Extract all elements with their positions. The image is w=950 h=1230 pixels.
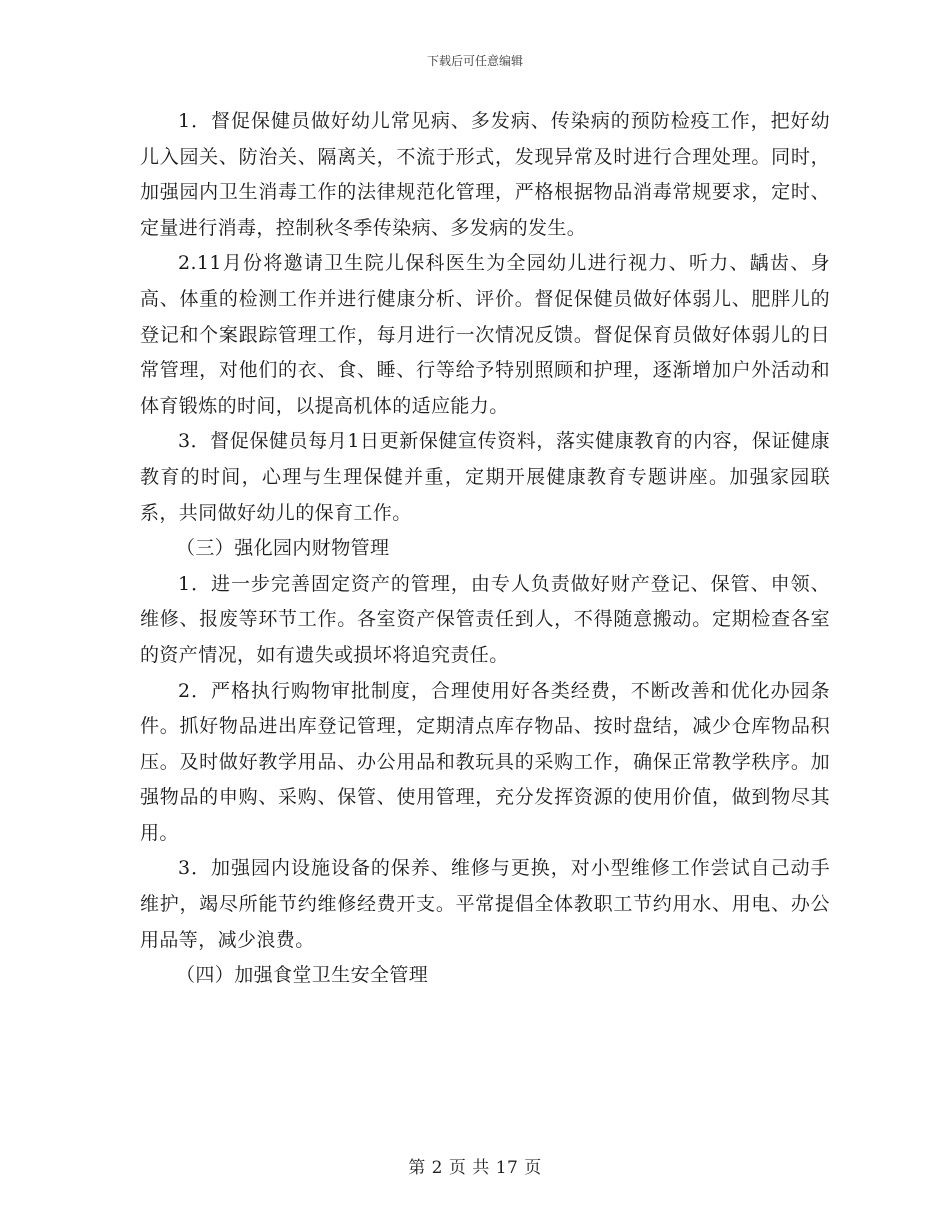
page-number-footer: 第 2 页 共 17 页 xyxy=(408,1158,542,1178)
paragraph-fixed-assets: 1．进一步完善固定资产的管理，由专人负责做好财产登记、保管、申领、维修、报废等环节工作。各室资产保管责任到人，不得随意搬动。定期检查各室的资产情况，如有遗失或损坏将追究责任。 xyxy=(140,572,830,666)
paragraph-facility-maintenance: 3．加强园内设施设备的保养、维修与更换，对小型维修工作尝试自己动手维护，竭尽所能节约维修经费开支。平常提倡全体教职工节约用水、用电、办公用品等，减少浪费。 xyxy=(140,857,830,951)
page-header: 下载后可任意编辑 xyxy=(426,54,523,68)
paragraph-health-education: 3．督促保健员每月1日更新保健宣传资料，落实健康教育的内容，保证健康教育的时间，心理与生理保健并重，定期开展健康教育专题讲座。加强家园联系，共同做好幼儿的保育工作。 xyxy=(140,430,830,524)
document-body xyxy=(140,104,830,994)
paragraph-health-prevention: 1．督促保健员做好幼儿常见病、多发病、传染病的预防检疫工作，把好幼儿入园关、防治关、隔离关，不流于形式，发现异常及时进行合理处理。同时，加强园内卫生消毒工作的法律规范化管理，严格根据物品消毒常规要求，定时、定量进行消毒，控制秋冬季传染病、多发病的发生。 xyxy=(140,110,830,239)
paragraph-health-checkup: 2.11月份将邀请卫生院儿保科医生为全园幼儿进行视力、听力、龋齿、身高、体重的检测工作并进行健康分析、评价。督促保健员做好体弱儿、肥胖儿的登记和个案跟踪管理工作，每月进行一次情况反馈。督促保育员做好体弱儿的日常管理，对他们的衣、食、睡、行等给予特别照顾和护理，逐渐增加户外活动和体育锻炼的时间，以提高机体的适应能力。 xyxy=(140,252,830,417)
paragraph-purchase-approval: 2．严格执行购物审批制度，合理使用好各类经费，不断改善和优化办园条件。抓好物品进出库登记管理，定期清点库存物品、按时盘结，减少仓库物品积压。及时做好教学用品、办公用品和教玩具的采购工作，确保正常教学秩序。加强物品的申购、采购、保管、使用管理，充分发挥资源的使用价值，做到物尽其用。 xyxy=(140,679,830,844)
section-heading-property-management: （三）强化园内财物管理 xyxy=(176,537,390,560)
section-heading-canteen-safety: （四）加强食堂卫生安全管理 xyxy=(176,964,429,987)
